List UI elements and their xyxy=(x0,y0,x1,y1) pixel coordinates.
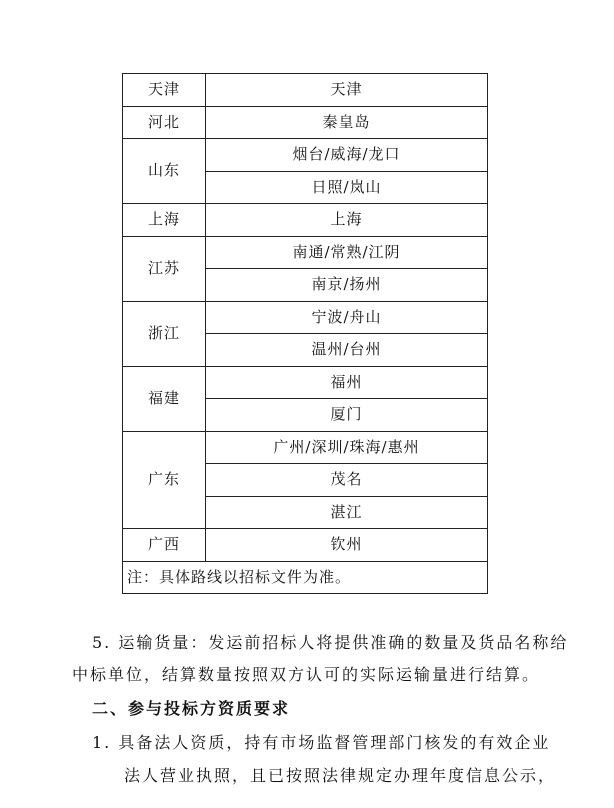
port-cell: 烟台/威海/龙口 xyxy=(206,139,488,172)
province-cell: 河北 xyxy=(123,106,206,139)
port-cell: 宁波/舟山 xyxy=(206,301,488,334)
port-cell: 温州/台州 xyxy=(206,334,488,367)
table-row xyxy=(123,74,488,107)
table-row xyxy=(123,139,488,172)
section2-heading: 二、参与投标方资质要求 xyxy=(92,699,291,718)
port-cell: 湛江 xyxy=(206,496,488,529)
port-cell: 南京/扬州 xyxy=(206,269,488,302)
port-cell: 茂名 xyxy=(206,464,488,497)
port-cell: 秦皇岛 xyxy=(206,106,488,139)
item1-line1: 1. 具备法人资质，持有市场监督管理部门核发的有效企业 xyxy=(92,733,551,752)
port-cell: 广州/深圳/珠海/惠州 xyxy=(206,431,488,464)
table-row xyxy=(123,204,488,237)
province-cell: 福建 xyxy=(123,366,206,431)
note-row xyxy=(123,561,488,594)
port-cell: 钦州 xyxy=(206,529,488,562)
province-cell: 广西 xyxy=(123,529,206,562)
province-cell: 天津 xyxy=(123,74,206,107)
item5-line1: 5. 运输货量：发运前招标人将提供准确的数量及货品名称给 xyxy=(92,633,569,652)
province-cell: 广东 xyxy=(123,431,206,529)
table-note: 注：具体路线以招标文件为准。 xyxy=(123,561,488,594)
table-row xyxy=(123,106,488,139)
port-cell: 天津 xyxy=(206,74,488,107)
province-cell: 上海 xyxy=(123,204,206,237)
port-cell: 上海 xyxy=(206,204,488,237)
table-row xyxy=(123,236,488,269)
table-row xyxy=(123,529,488,562)
item1-line2: 法人营业执照，且已按照法律规定办理年度信息公示， xyxy=(124,766,557,785)
port-cell: 厦门 xyxy=(206,399,488,432)
province-cell: 江苏 xyxy=(123,236,206,301)
port-cell: 福州 xyxy=(206,366,488,399)
province-cell: 山东 xyxy=(123,139,206,204)
item5-line2: 中标单位，结算数量按照双方认可的实际运输量进行结算。 xyxy=(72,665,541,684)
table-row xyxy=(123,366,488,399)
route-table xyxy=(122,73,488,594)
port-cell: 日照/岚山 xyxy=(206,171,488,204)
table-row xyxy=(123,431,488,464)
province-cell: 浙江 xyxy=(123,301,206,366)
port-cell: 南通/常熟/江阴 xyxy=(206,236,488,269)
table-row xyxy=(123,301,488,334)
route-table-body xyxy=(123,74,488,562)
